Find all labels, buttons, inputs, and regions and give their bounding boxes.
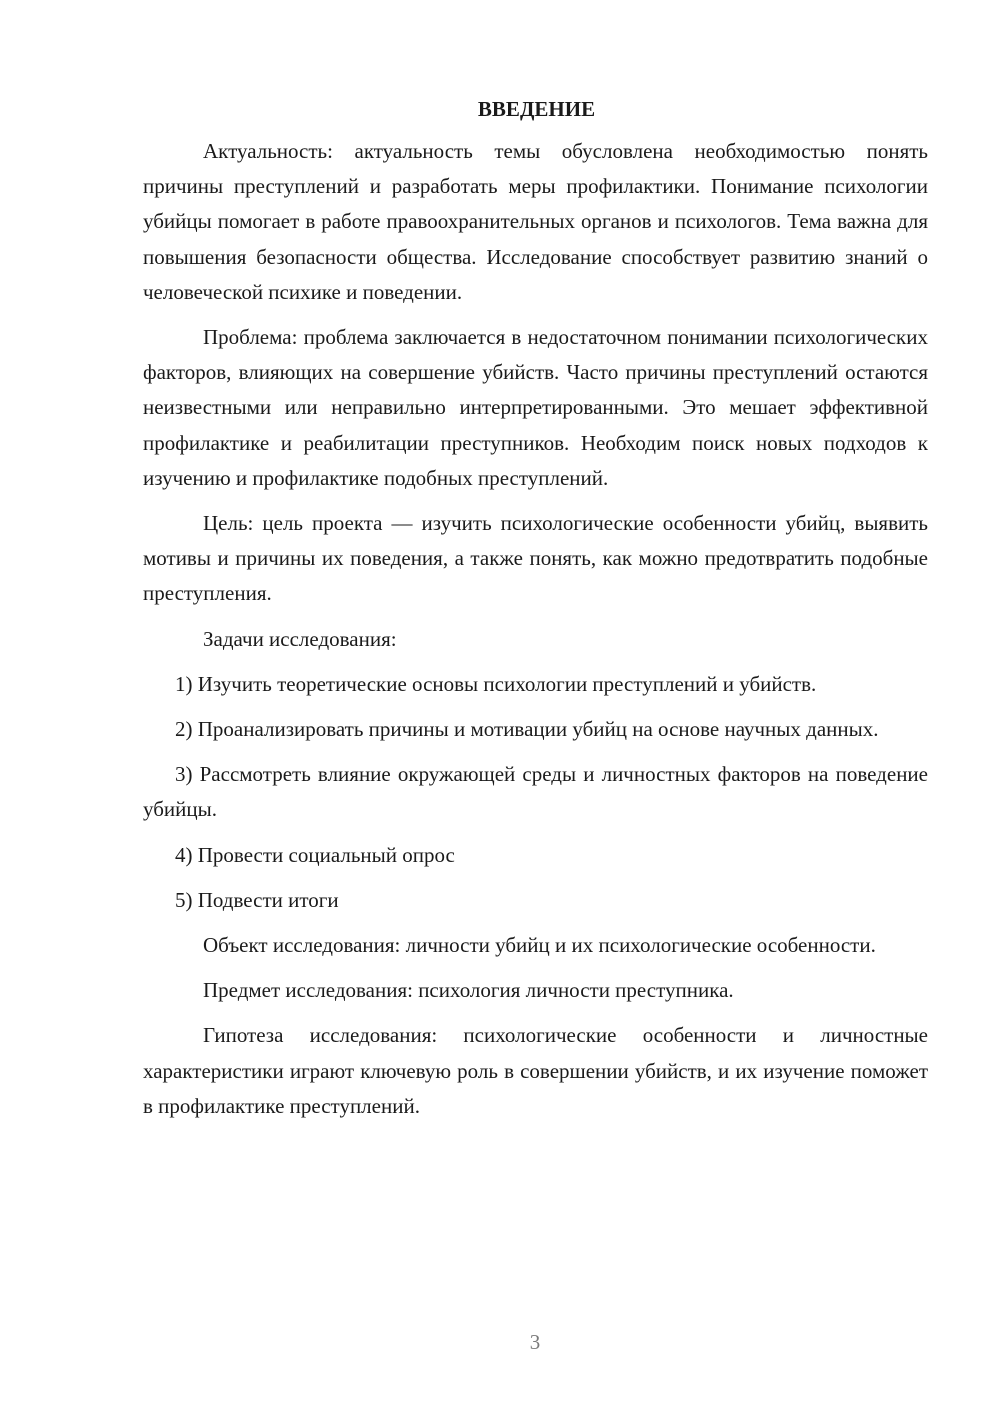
- page-number: 3: [529, 1330, 541, 1354]
- task-item-3: 3) Рассмотреть влияние окружающей среды и личностных факторов на поведение убийцы.: [143, 762, 928, 822]
- task-item-2: 2) Проанализировать причины и мотивации убийц на основе научных данных.: [175, 717, 879, 742]
- document-page: [143, 92, 928, 1134]
- page-title: ВВЕДЕНИЕ: [477, 97, 596, 121]
- paragraph-problem: Проблема: проблема заключается в недостаточном понимании психологических факторов, влияющих на совершение убийств. Часто причины преступлений остаются неизвестными или неправильно интерпретированными. Это мешает эффективной профилактике и реабилитации преступников. Необходим поиск новых подходов к изучению и профилактике подобных преступлений.: [143, 325, 928, 490]
- task-item-1: 1) Изучить теоретические основы психологии преступлений и убийств.: [175, 671, 817, 696]
- task-item-5: 5) Подвести итоги: [175, 887, 339, 912]
- paragraph-object: Объект исследования: личности убийц и их психологические особенности.: [203, 933, 876, 958]
- task-item-4: 4) Провести социальный опрос: [175, 842, 455, 867]
- paragraph-hypothesis: Гипотеза исследования: психологические особенности и личностные характеристики играют ключевую роль в совершении убийств, и их изучение поможет в профилактике преступлений.: [143, 1023, 928, 1118]
- paragraph-relevance: Актуальность: актуальность темы обусловлена необходимостью понять причины преступлений и разработать меры профилактики. Понимание психологии убийцы помогает в работе правоохранительных органов и психологов. Тема важна для повышения безопасности общества. Исследование способствует развитию знаний о человеческой психике и поведении.: [143, 139, 928, 304]
- tasks-heading: Задачи исследования:: [203, 626, 397, 651]
- paragraph-subject: Предмет исследования: психология личности преступника.: [203, 978, 734, 1003]
- paragraph-goal: Цель: цель проекта — изучить психологические особенности убийц, выявить мотивы и причины их поведения, а также понять, как можно предотвратить подобные преступления.: [143, 511, 928, 606]
